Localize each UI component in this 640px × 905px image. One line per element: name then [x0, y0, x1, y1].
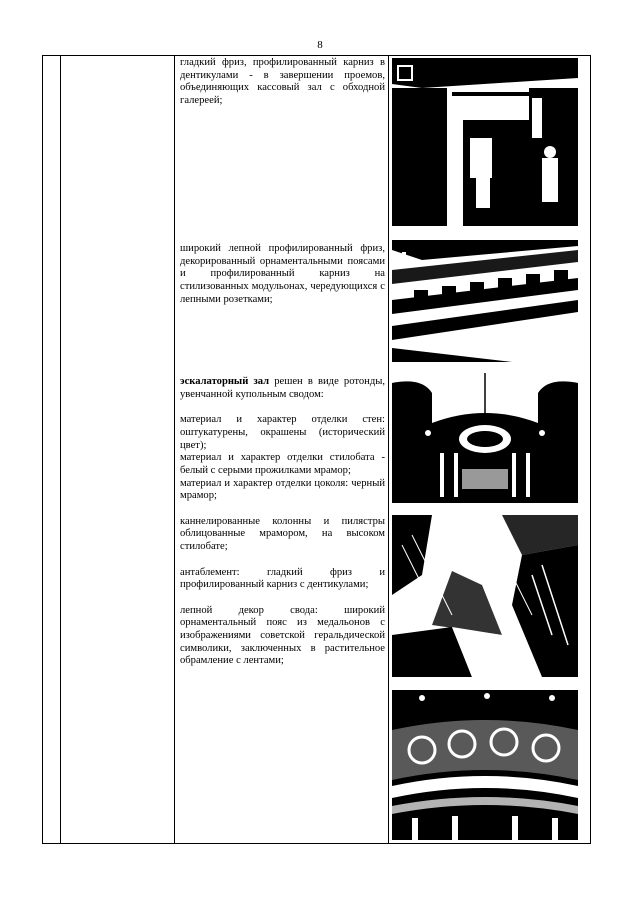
text-block-portal — [180, 57, 385, 108]
paragraph: материал и характер отделки стилобата - белый с серыми прожилками мрамор; — [180, 452, 385, 476]
text-block-escalator-hall — [180, 376, 385, 668]
paragraph: гладкий фриз, профилированный карниз в дентикулами - в завершении проемов, объединяющих кассовый зал с обходной галереей; — [180, 57, 385, 107]
table-col-divider-2 — [174, 55, 175, 844]
paragraph: материал и характер отделки цоколя: черный мрамор; — [180, 477, 385, 502]
photo-vault-stucco-belt — [392, 690, 578, 840]
table-top-border — [42, 55, 591, 56]
table-right-border — [590, 55, 591, 844]
paragraph: антаблемент: гладкий фриз и профилированный карниз с дентикулами; — [180, 566, 385, 591]
photo-cashier-hall-portal — [392, 58, 578, 226]
paragraph: широкий лепной профилированный фриз, декорированный орнаментальными поясами и профилированный карниз на стилизованных модульонах, чередующихся с лепными розетками; — [180, 243, 385, 305]
table-col-divider-3 — [388, 55, 389, 844]
section-title-rest: решен в виде ротонды, увенчанной купольным сводом: — [180, 376, 385, 400]
table-bottom-border — [42, 843, 591, 844]
table-col-divider-1 — [60, 55, 61, 844]
paragraph: материал и характер отделки стен: оштукатурены, окрашены (исторический цвет); — [180, 414, 385, 451]
text-block-frieze — [180, 243, 385, 307]
page-number: 8 — [317, 39, 323, 51]
paragraph: лепной декор свода: широкий орнаментальный пояс из медальонов с изображениями советской геральдической символики, заключенных в растительное обрамление с лентами; — [180, 604, 385, 667]
photo-frieze-cornice-modillions — [392, 240, 578, 362]
section-title: эскалаторный зал — [180, 376, 270, 387]
table-left-border — [42, 55, 43, 844]
section-heading — [180, 376, 385, 401]
paragraph: каннелированные колонны и пилястры облицованные мрамором, на высоком стилобате; — [180, 515, 385, 553]
photo-marble-columns-stylobate — [392, 515, 578, 677]
photo-escalator-hall-rotunda — [392, 373, 578, 503]
